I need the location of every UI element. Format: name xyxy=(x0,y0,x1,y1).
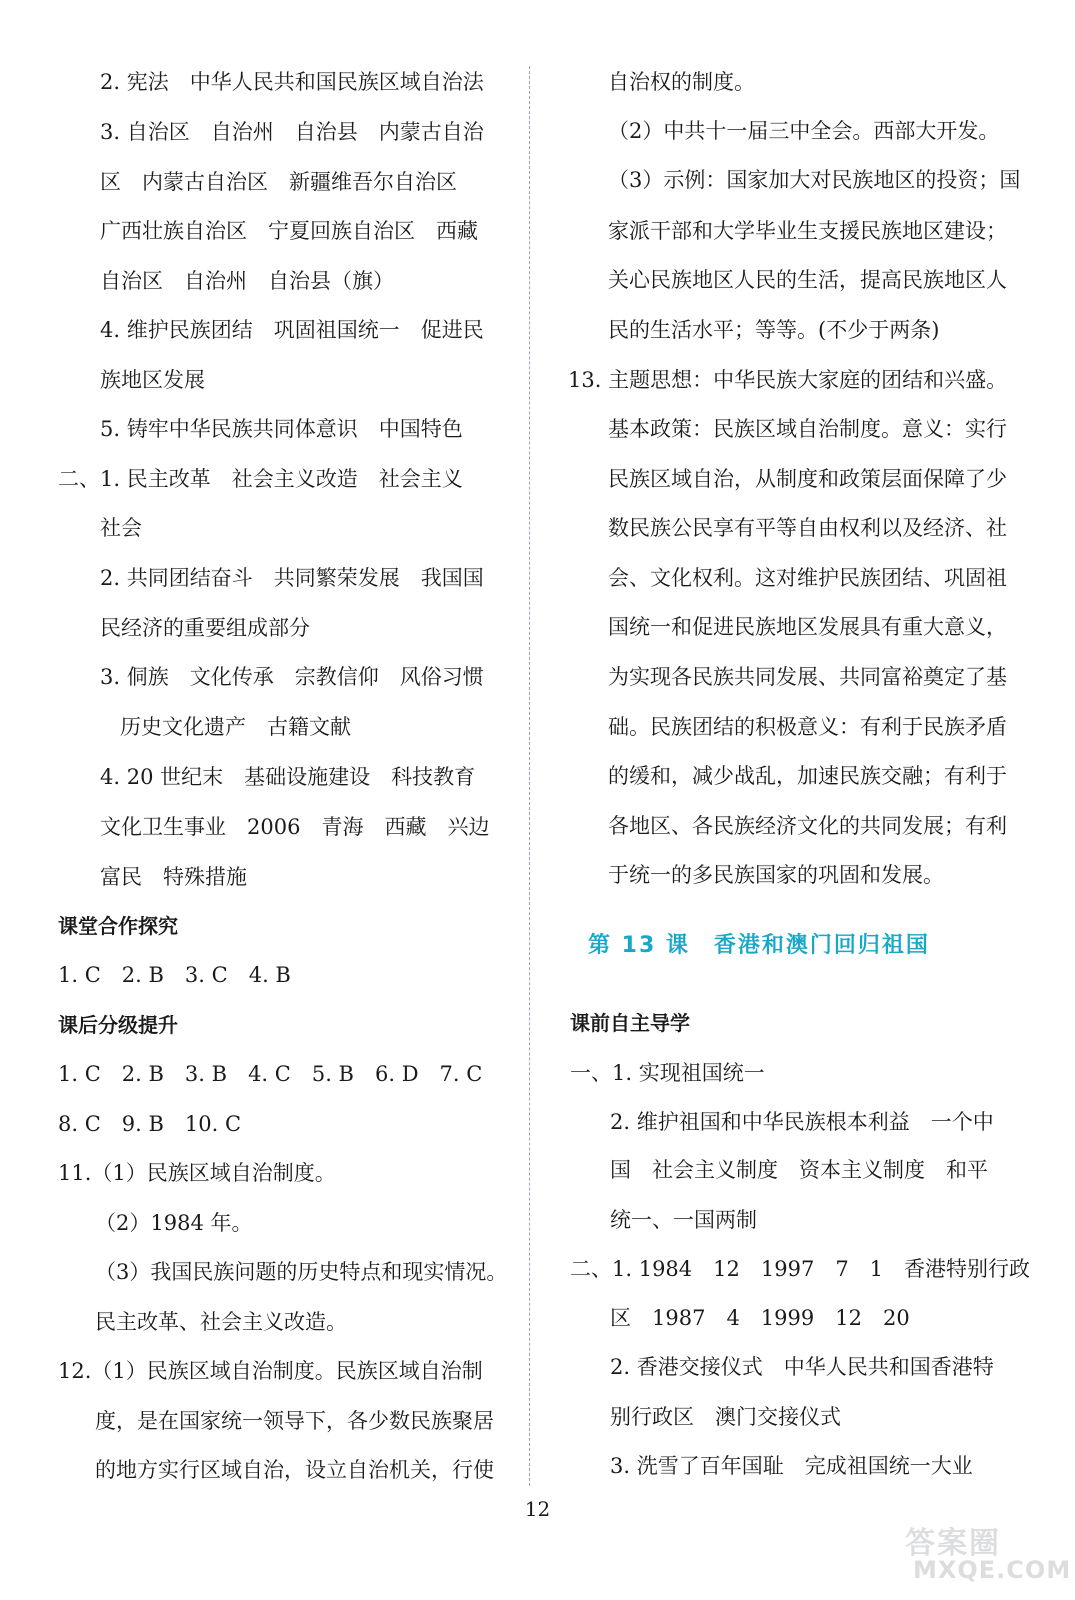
answer-line: 一、1. 实现祖国统一 xyxy=(570,1061,765,1085)
answer-line: 二、1. 民主改革 社会主义改造 社会主义 xyxy=(58,467,463,491)
answer-line: 民的生活水平；等等。(不少于两条) xyxy=(608,318,940,342)
page-number: 12 xyxy=(524,1497,551,1521)
answer-line: 民族区域自治，从制度和政策层面保障了少 xyxy=(608,467,1007,491)
answer-line: 民经济的重要组成部分 xyxy=(100,616,310,640)
answer-line: 4. 20 世纪末 基础设施建设 科技教育 xyxy=(100,765,476,789)
answer-line: 13. 主题思想：中华民族大家庭的团结和兴盛。 xyxy=(568,368,1008,392)
answer-line: 广西壮族自治区 宁夏回族自治区 西藏 xyxy=(100,219,478,243)
section-heading: 课堂合作探究 xyxy=(58,914,178,938)
answer-line: 二、1. 1984 12 1997 7 1 香港特别行政 xyxy=(570,1257,1031,1281)
answer-line: 3. 自治区 自治州 自治县 内蒙古自治 xyxy=(100,120,484,144)
answer-line: 统一、一国两制 xyxy=(610,1208,757,1232)
answer-line: 会、文化权利。这对维护民族团结、巩固祖 xyxy=(608,566,1007,590)
answer-line: 的缓和，减少战乱，加速民族交融；有利于 xyxy=(608,764,1007,788)
answer-line: 历史文化遗产 古籍文献 xyxy=(120,715,351,739)
answer-line: 2. 共同团结奋斗 共同繁荣发展 我国国 xyxy=(100,566,484,590)
column-divider xyxy=(529,66,531,1486)
answer-line: 基本政策：民族区域自治制度。意义：实行 xyxy=(608,417,1007,441)
section-heading: 课后分级提升 xyxy=(58,1013,178,1037)
watermark-text-top: 答案圈 xyxy=(905,1526,1001,1561)
answer-line: 2. 维护祖国和中华民族根本利益 一个中 xyxy=(610,1110,994,1134)
answer-line: （3）我国民族问题的历史特点和现实情况。 xyxy=(95,1260,508,1284)
answer-line: 2. 宪法 中华人民共和国民族区域自治法 xyxy=(100,70,484,94)
answer-line: 于统一的多民族国家的巩固和发展。 xyxy=(608,863,944,887)
answer-line: 各地区、各民族经济文化的共同发展；有利 xyxy=(608,814,1007,838)
answer-line: 5. 铸牢中华民族共同体意识 中国特色 xyxy=(100,417,463,441)
answer-line: 区 内蒙古自治区 新疆维吾尔自治区 xyxy=(100,170,457,194)
answer-line: （3）示例：国家加大对民族地区的投资；国 xyxy=(608,168,1021,192)
answer-line: 自治权的制度。 xyxy=(608,70,755,94)
answer-line: 自治区 自治州 自治县（旗） xyxy=(100,269,394,293)
answer-line: 社会 xyxy=(100,516,142,540)
section-heading: 课前自主导学 xyxy=(570,1011,690,1035)
answer-line: 的地方实行区域自治，设立自治机关，行使 xyxy=(95,1458,494,1482)
answer-line: 家派干部和大学毕业生支援民族地区建设； xyxy=(608,219,1007,243)
watermark-logo xyxy=(905,1518,1072,1588)
answer-line: 础。民族团结的积极意义：有利于民族矛盾 xyxy=(608,715,1007,739)
answer-line: 11.（1）民族区域自治制度。 xyxy=(58,1161,336,1185)
answer-line: 富民 特殊措施 xyxy=(100,865,247,889)
answer-line: 国统一和促进民族地区发展具有重大意义， xyxy=(608,615,1007,639)
answer-line: 为实现各民族共同发展、共同富裕奠定了基 xyxy=(608,665,1007,689)
answer-line: 2. 香港交接仪式 中华人民共和国香港特 xyxy=(610,1355,994,1379)
answer-line: 12.（1）民族区域自治制度。民族区域自治制 xyxy=(58,1359,483,1383)
answer-line: 度，是在国家统一领导下，各少数民族聚居 xyxy=(95,1409,494,1433)
watermark-text-bottom: MXQE.COM xyxy=(913,1556,1072,1584)
answer-line: （2）1984 年。 xyxy=(95,1211,253,1235)
answer-line: 别行政区 澳门交接仪式 xyxy=(610,1405,841,1429)
answer-line: 关心民族地区人民的生活，提高民族地区人 xyxy=(608,268,1007,292)
answer-line: 文化卫生事业 2006 青海 西藏 兴边 xyxy=(100,815,490,839)
answer-line: 区 1987 4 1999 12 20 xyxy=(610,1306,910,1330)
answer-line: 民主改革、社会主义改造。 xyxy=(95,1310,347,1334)
answer-line: 3. 侗族 文化传承 宗教信仰 风俗习惯 xyxy=(100,665,484,689)
lesson-title: 第 13 课 香港和澳门回归祖国 xyxy=(588,933,930,958)
answer-line: 数民族公民享有平等自由权利以及经济、社 xyxy=(608,516,1007,540)
answer-line: （2）中共十一届三中全会。西部大开发。 xyxy=(608,119,1000,143)
answer-line: 国 社会主义制度 资本主义制度 和平 xyxy=(610,1158,988,1182)
answer-line: 3. 洗雪了百年国耻 完成祖国统一大业 xyxy=(610,1454,973,1478)
answer-line: 8. C 9. B 10. C xyxy=(58,1112,242,1136)
answer-line: 4. 维护民族团结 巩固祖国统一 促进民 xyxy=(100,318,484,342)
answer-line: 1. C 2. B 3. C 4. B xyxy=(58,963,291,987)
answer-line: 1. C 2. B 3. B 4. C 5. B 6. D 7. C xyxy=(58,1062,483,1086)
answer-line: 族地区发展 xyxy=(100,368,205,392)
